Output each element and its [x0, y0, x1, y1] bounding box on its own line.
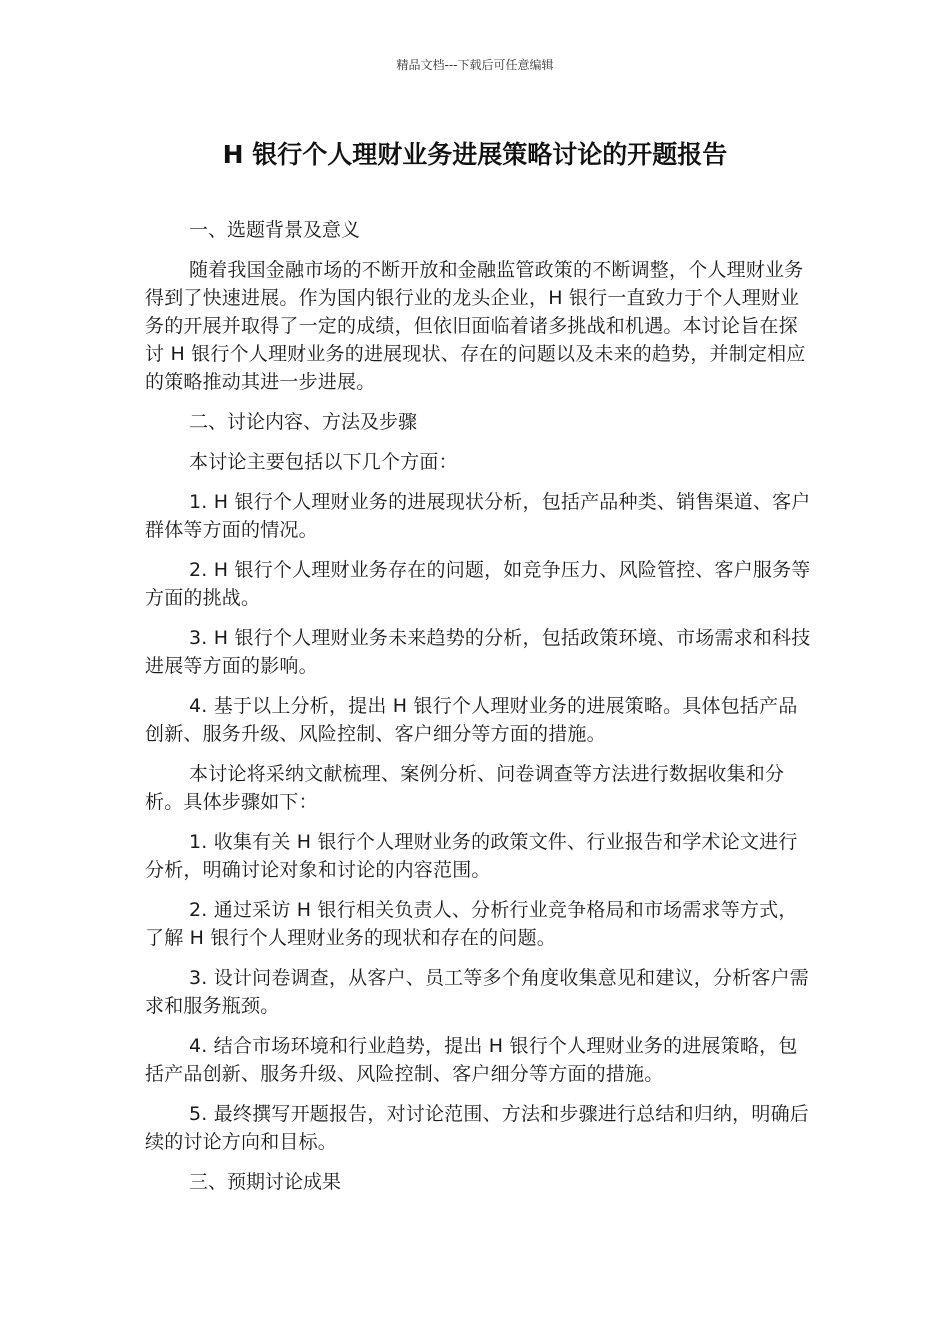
step-item: 1. 收集有关 H 银行个人理财业务的政策文件、行业报告和学术论文进行分析，明确讨论对象和讨论的内容范围。	[145, 831, 798, 881]
content-item: 4. 基于以上分析，提出 H 银行个人理财业务的进展策略。具体包括产品创新、服务升级、风险控制、客户细分等方面的措施。	[145, 695, 798, 745]
background-paragraph: 随着我国金融市场的不断开放和金融监管政策的不断调整，个人理财业务得到了快速进展。作为国内银行业的龙头企业，H 银行一直致力于个人理财业务的开展并取得了一定的成绩，但依旧面临着诸多挑战和机遇。本讨论旨在探讨 H 银行个人理财业务的进展现状、存在的问题以及未来的趋势，并制定相应的策略推动其进一步进展。	[145, 259, 806, 393]
section-heading-background: 一、选题背景及意义	[189, 219, 361, 241]
step-item: 5. 最终撰写开题报告，对讨论范围、方法和步骤进行总结和归纳，明确后续的讨论方向和目标。	[145, 1103, 809, 1153]
page-header: 精品文档---下载后可任意编辑	[396, 58, 554, 72]
document-title: H 银行个人理财业务进展策略讨论的开题报告	[222, 140, 728, 169]
step-item: 3. 设计问卷调查，从客户、员工等多个角度收集意见和建议，分析客户需求和服务瓶颈。	[145, 967, 809, 1017]
section-heading-expected-results: 三、预期讨论成果	[189, 1171, 342, 1193]
step-item: 4. 结合市场环境和行业趋势，提出 H 银行个人理财业务的进展策略，包括产品创新、服务升级、风险控制、客户细分等方面的措施。	[145, 1035, 798, 1085]
step-item: 2. 通过采访 H 银行相关负责人、分析行业竞争格局和市场需求等方式，了解 H 银行个人理财业务的现状和存在的问题。	[145, 899, 798, 949]
methods-intro-paragraph: 本讨论将采纳文献梳理、案例分析、问卷调查等方法进行数据收集和分析。具体步骤如下：	[145, 763, 785, 813]
content-item: 2. H 银行个人理财业务存在的问题，如竞争压力、风险管控、客户服务等方面的挑战。	[145, 559, 811, 609]
content-intro-paragraph: 本讨论主要包括以下几个方面：	[189, 451, 458, 473]
content-item: 1. H 银行个人理财业务的进展现状分析，包括产品种类、销售渠道、客户群体等方面的情况。	[145, 491, 811, 541]
document-body	[145, 216, 811, 1208]
content-item: 3. H 银行个人理财业务未来趋势的分析，包括政策环境、市场需求和科技进展等方面的影响。	[145, 627, 811, 677]
section-heading-content-methods: 二、讨论内容、方法及步骤	[189, 411, 418, 433]
